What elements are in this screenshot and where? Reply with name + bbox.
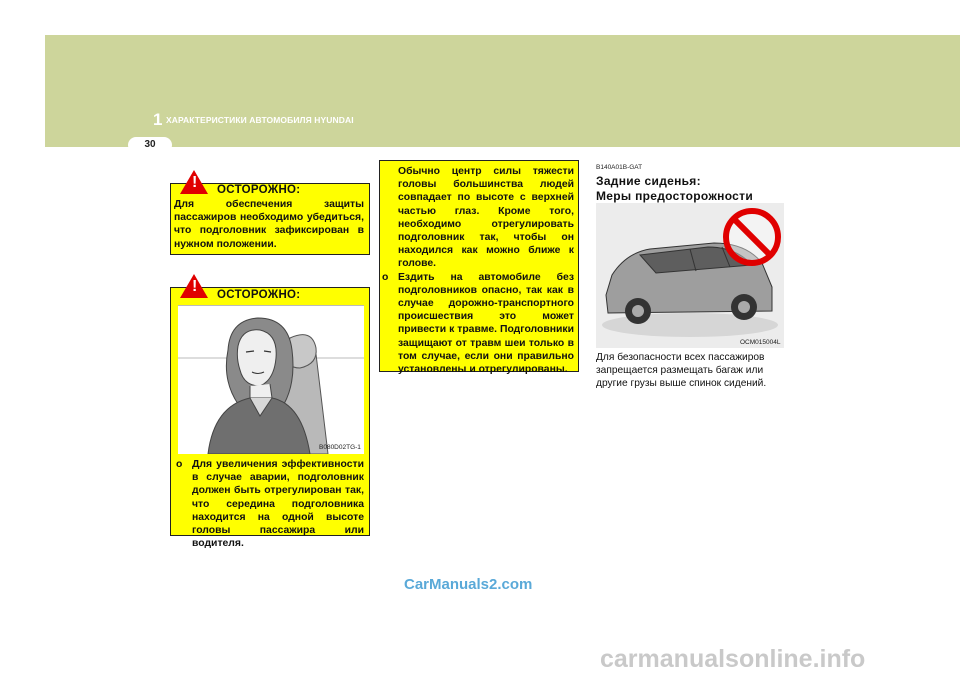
- exclamation-icon: !: [192, 174, 198, 191]
- headrest-illustration: [178, 305, 364, 454]
- bullet-mark: o: [176, 459, 183, 470]
- prohibition-icon: [722, 207, 782, 267]
- exclamation-icon: !: [192, 278, 198, 295]
- section-code: B140A01B-GAT: [596, 164, 643, 171]
- section-title: [596, 174, 753, 204]
- section-title-line2: Меры предосторожности: [596, 189, 754, 203]
- warning-text-2: [176, 458, 364, 550]
- watermark-carmanualsonline: carmanualsonline.info: [600, 645, 866, 673]
- chapter-number: 1: [153, 110, 163, 129]
- warning-title-2: ОСТОРОЖНО:: [217, 289, 301, 301]
- middle-bullet-text: Ездить на автомобиле без подголовников опасно, так как в случае дорожно-транспортного происшествия это может привести к травме. Подголовники защищают от травм шеи только в том случае, если они правильно установлены и отрегулированы.: [398, 271, 574, 376]
- header-band: [45, 35, 960, 147]
- bullet-mark: o: [382, 271, 389, 283]
- continuation-paragraph: Обычно центр силы тяжести головы большинства людей совпадает по высоте с верхней частью глаз. Кроме того, необходимо отрегулировать подголовник так, чтобы он находился как можно ближе к голове.: [398, 166, 574, 270]
- figure-code-car: OCM015004L: [740, 339, 781, 346]
- warning-title-1: ОСТОРОЖНО:: [217, 184, 301, 196]
- figure-code-headrest: B080D02TG-1: [319, 444, 361, 451]
- continued-warning-text: [382, 165, 574, 376]
- car-luggage-photo: [596, 203, 784, 348]
- rear-seat-body-text: Для безопасности всех пассажиров запрещается размещать багаж или другие грузы выше спинок сидений.: [596, 352, 767, 390]
- warning-bullet-text: Для увеличения эффективности в случае аварии, подголовник должен быть отрегулирован так, что середина подголовника находится на одной высоте головы пассажира или водителя.: [192, 459, 364, 550]
- watermark-carmanuals2: CarManuals2.com: [404, 576, 533, 593]
- page-number: 30: [144, 139, 156, 150]
- warning-text-1: Для обеспечения защиты пассажиров необходимо убедиться, что подголовник зафиксирован в нужном положении.: [174, 199, 364, 250]
- list-item: [382, 271, 574, 377]
- section-title-line1: Задние сиденья:: [596, 174, 701, 188]
- list-item: [176, 458, 364, 550]
- woman-headrest-drawing: [178, 306, 364, 454]
- page-number-tab: [128, 137, 172, 153]
- chapter-title: ХАРАКТЕРИСТИКИ АВТОМОБИЛЯ HYUNDAI: [166, 115, 354, 125]
